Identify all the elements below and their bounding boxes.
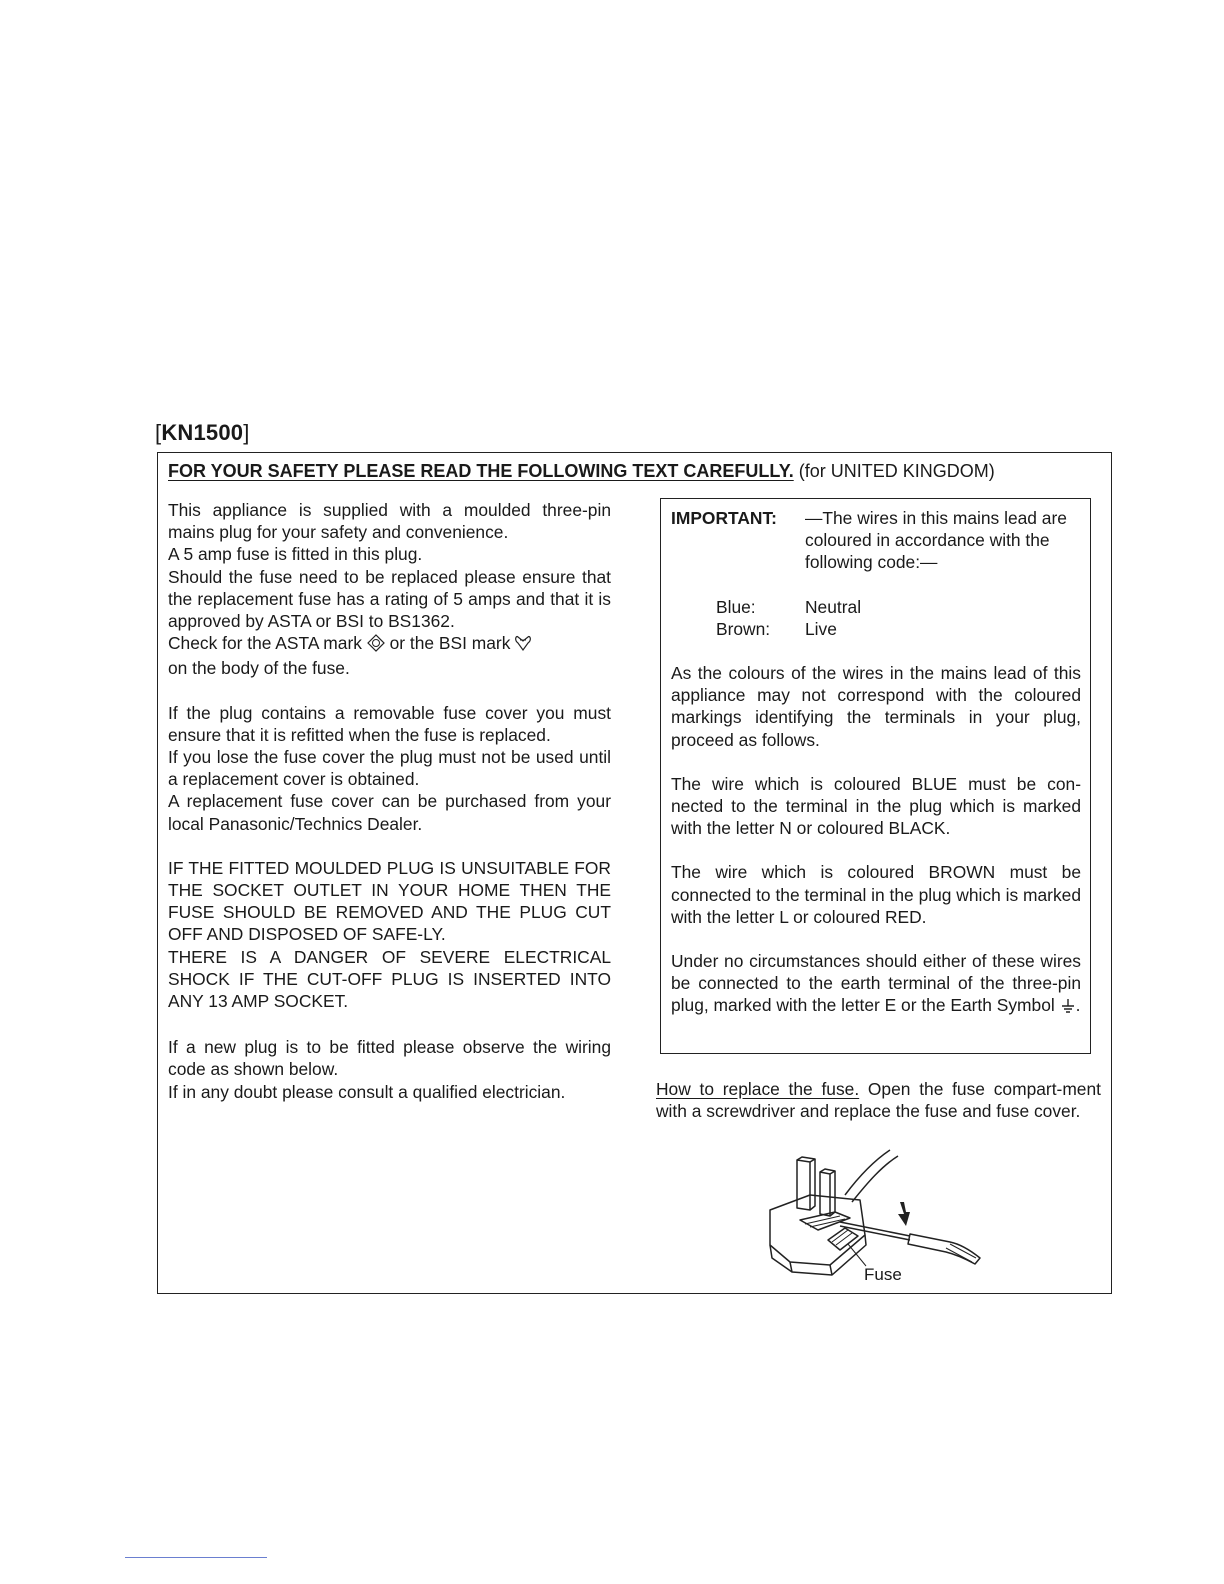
paragraph: If you lose the fuse cover the plug must not be used until a replacement cover is obtained. <box>168 747 611 790</box>
paragraph: Check for the ASTA mark or the BSI mark <box>168 632 611 657</box>
paragraph: If the plug contains a removable fuse cover you must ensure that it is refitted when the fuse is replaced. <box>168 702 611 745</box>
paragraph: The wire which is coloured BLUE must be con-nected to the terminal in the plug which is marked with the letter N or coloured BLACK. <box>671 773 1081 839</box>
fuse-label: Fuse <box>864 1265 902 1284</box>
left-column <box>168 499 611 1103</box>
how-to-replace-fuse: How to replace the fuse. Open the fuse compart-ment with a screwdriver and replace the fuse and fuse cover. <box>656 1079 1101 1122</box>
paragraph: A replacement fuse cover can be purchased from your local Panasonic/Technics Dealer. <box>168 791 611 834</box>
safety-headline: FOR YOUR SAFETY PLEASE READ THE FOLLOWING TEXT CAREFULLY. (for UNITED KINGDOM) <box>168 461 995 481</box>
paragraph: Should the fuse need to be replaced please ensure that the replacement fuse has a rating of 5 amps and that it is approved by ASTA or BSI to BS1362. <box>168 566 611 632</box>
paragraph: If a new plug is to be fitted please observe the wiring code as shown below. <box>168 1037 611 1080</box>
paragraph: The wire which is coloured BROWN must be connected to the terminal in the plug which is marked with the letter L or coloured RED. <box>671 862 1081 927</box>
important-content <box>671 507 1081 1020</box>
wire-code-row: Brown: Live <box>716 618 837 639</box>
bsi-kitemark-icon <box>515 634 531 657</box>
paragraph: As the colours of the wires in the mains lead of this appliance may not correspond with the coloured markings identifying the terminals in your plug, proceed as follows. <box>671 663 1081 750</box>
paragraph: Under no circumstances should either of these wires be connected to the earth terminal of the three-pin plug, marked with the letter E or the Earth Symbol . <box>671 950 1081 1020</box>
paragraph: A 5 amp fuse is fitted in this plug. <box>168 544 423 565</box>
warning-paragraph: THERE IS A DANGER OF SEVERE ELECTRICAL SHOCK IF THE CUT-OFF PLUG IS INSERTED INTO ANY 13 AMP SOCKET. <box>168 946 611 1012</box>
model-number: [KN1500] <box>155 420 250 445</box>
paragraph: This appliance is supplied with a moulded three-pin mains plug for your safety and convenience. <box>168 500 611 543</box>
footer-rule <box>125 1557 267 1558</box>
wire-code-row: Blue: Neutral <box>716 596 862 617</box>
paragraph: If in any doubt please consult a qualified electrician. <box>168 1081 566 1102</box>
earth-symbol-icon <box>1060 997 1076 1019</box>
paragraph: on the body of the fuse. <box>168 658 350 679</box>
important-intro: —The wires in this mains lead are coloured in accordance with the following code:— <box>805 508 1067 573</box>
warning-paragraph: IF THE FITTED MOULDED PLUG IS UNSUITABLE FOR THE SOCKET OUTLET IN YOUR HOME THEN THE FUSE SHOULD BE REMOVED AND THE PLUG CUT OFF AND DISPOSED OF SAFE-LY. <box>168 857 611 945</box>
important-label: IMPORTANT: <box>671 508 777 528</box>
asta-mark-icon <box>367 634 385 657</box>
